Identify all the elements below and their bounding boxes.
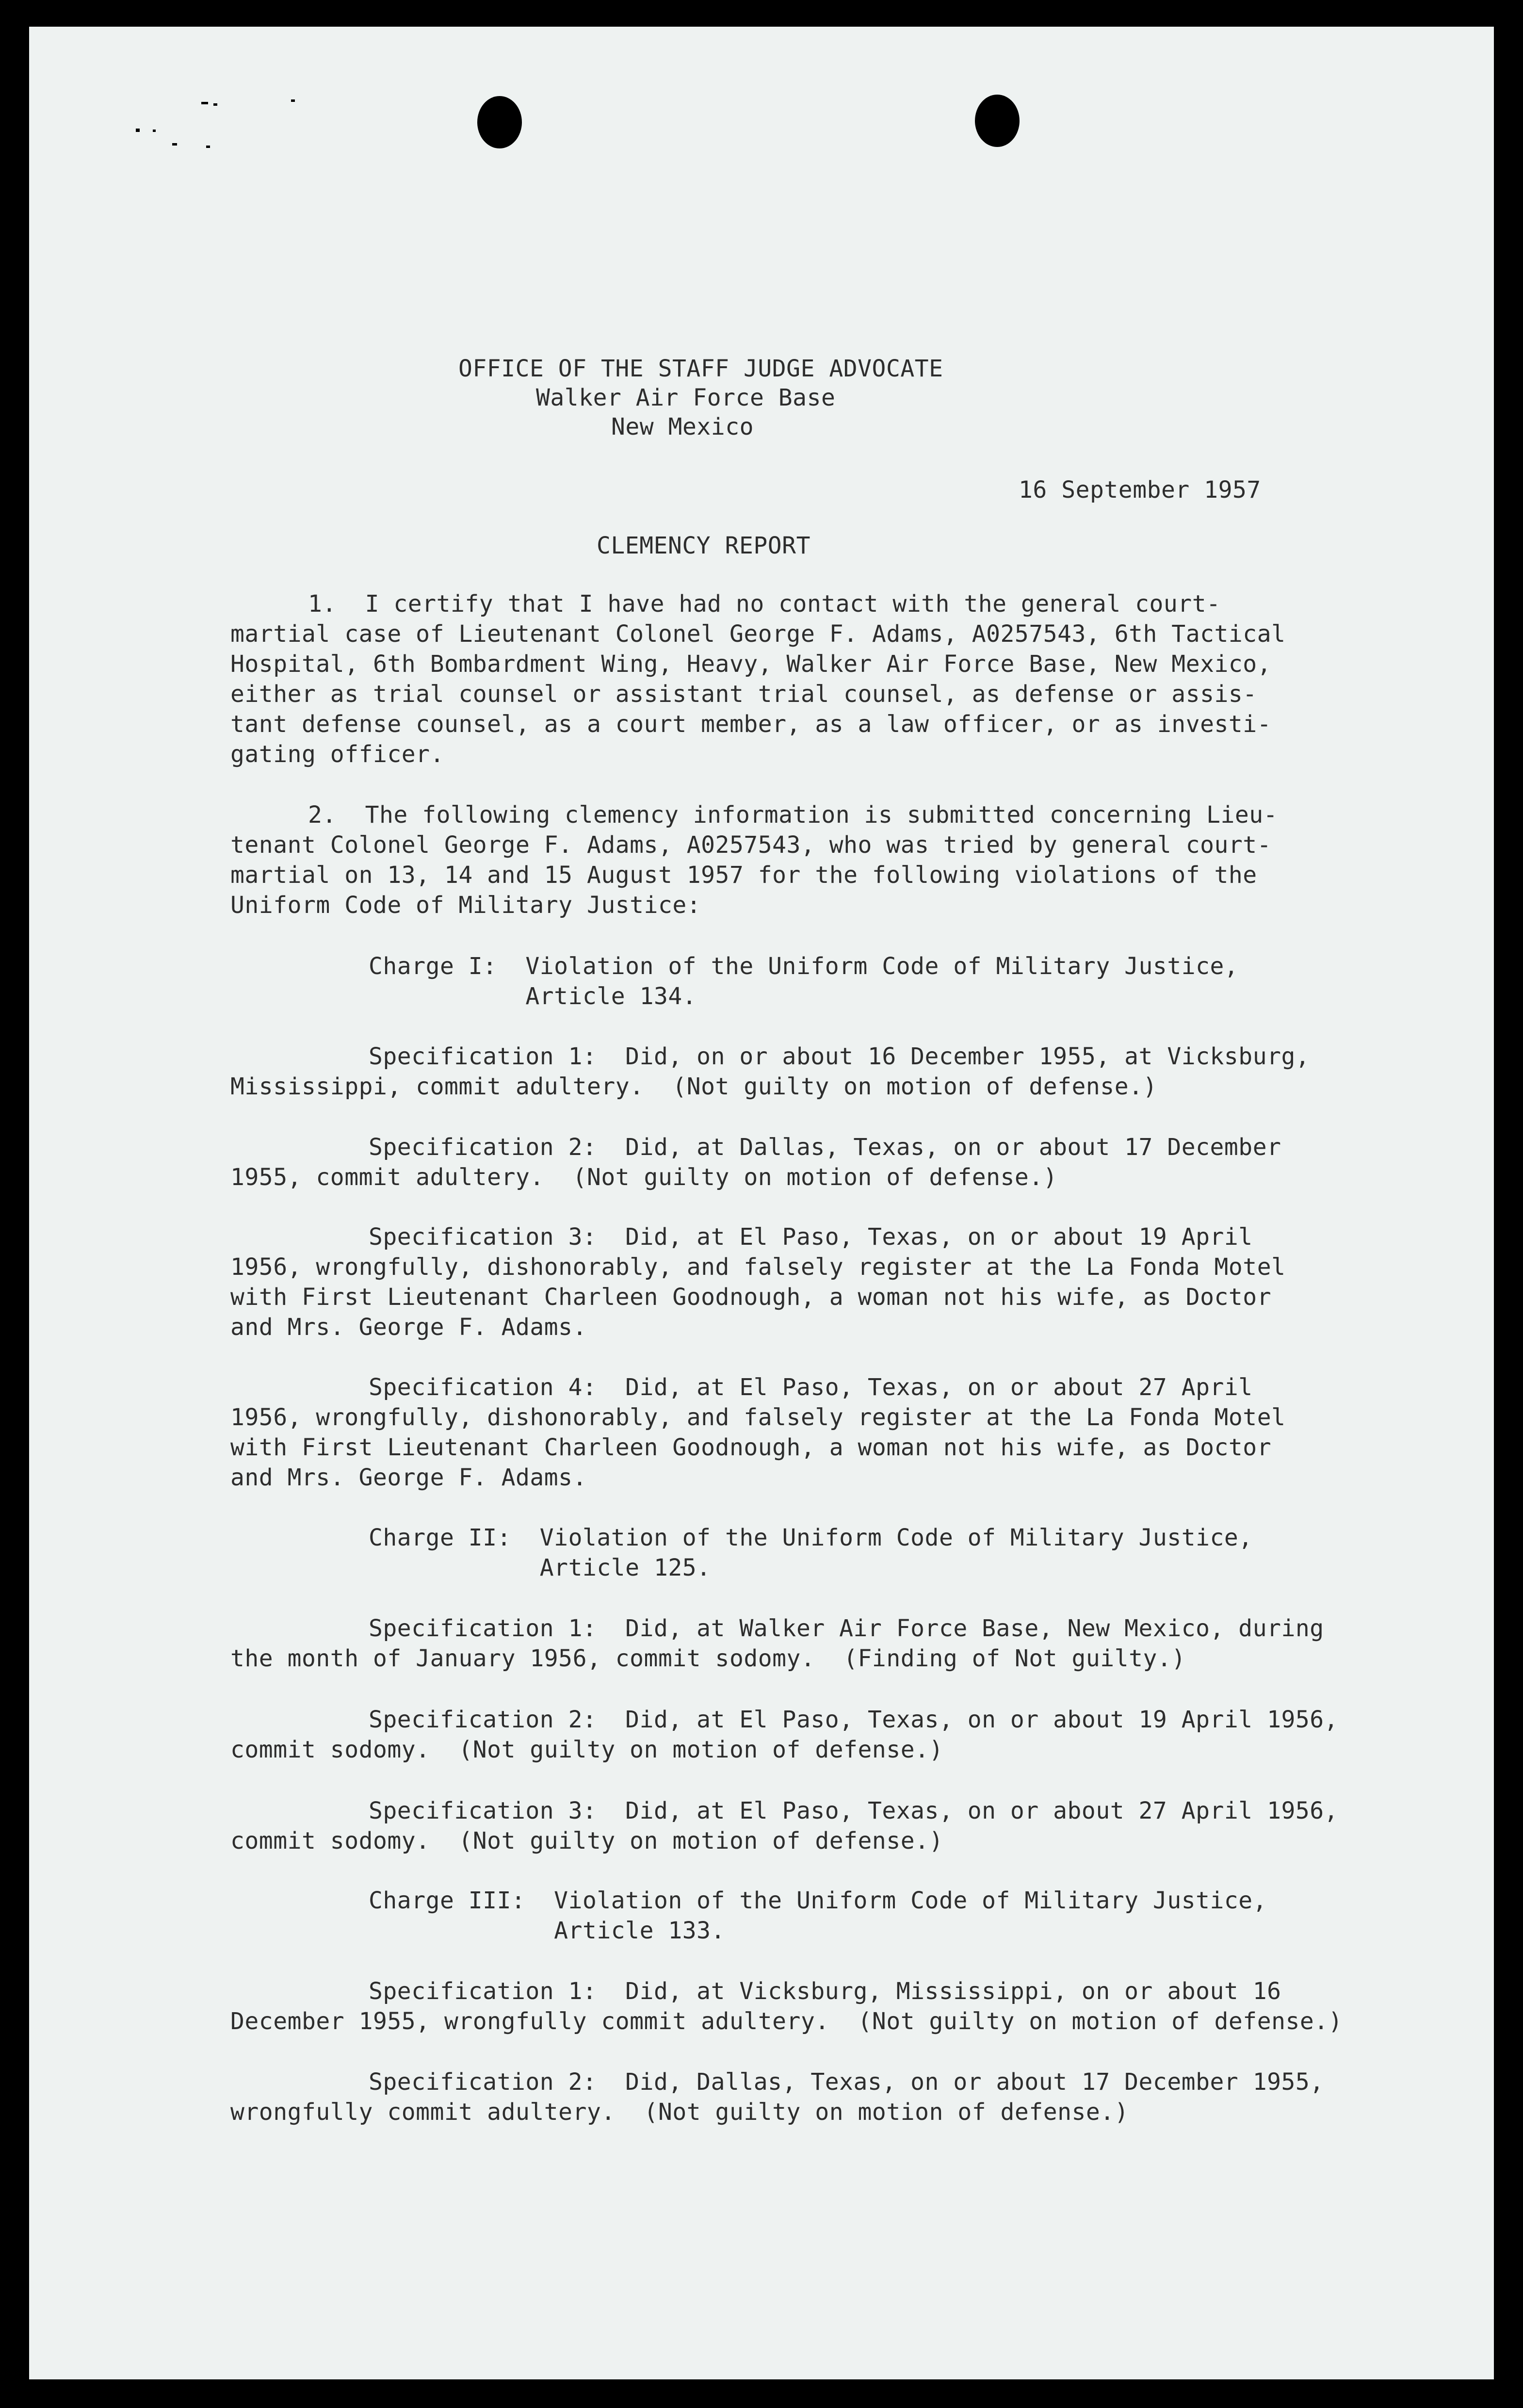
specification-line: 1955, commit adultery. (Not guilty on motion of defense.) [230,1164,1058,1191]
specification-line: Mississippi, commit adultery. (Not guilty on motion of defense.) [230,1073,1157,1100]
specification-line: 1956, wrongfully, dishonorably, and falsely register at the La Fonda Motel [230,1404,1286,1431]
paragraph-1-line: martial case of Lieutenant Colonel George F. Adams, A0257543, 6th Tactical [230,620,1286,648]
paragraph-2-line: martial on 13, 14 and 15 August 1957 for the following violations of the [230,862,1257,889]
report-title: CLEMENCY REPORT [597,532,810,559]
specification-line: Specification 3: Did, at El Paso, Texas, on or about 19 April [369,1223,1253,1251]
specification-line: Specification 2: Did, at Dallas, Texas, on or about 17 December [369,1134,1281,1161]
specification-line: Specification 1: Did, at Vicksburg, Mississippi, on or about 16 [369,1978,1281,2005]
charge-1-line: Charge I: Violation of the Uniform Code of Military Justice, [369,953,1239,980]
specification-line: 1956, wrongfully, dishonorably, and falsely register at the La Fonda Motel [230,1253,1286,1281]
charge-3-line: Charge III: Violation of the Uniform Code of Military Justice, [369,1887,1267,1914]
specification-line: and Mrs. George F. Adams. [230,1314,587,1341]
punch-hole-right [975,95,1020,147]
paragraph-1-line: gating officer. [230,741,444,768]
specification-line: Specification 1: Did, at Walker Air Force Base, New Mexico, during [369,1615,1324,1642]
paper-specks [97,70,243,167]
specification-line: with First Lieutenant Charleen Goodnough, a woman not his wife, as Doctor [230,1284,1272,1311]
paragraph-1-line: tant defense counsel, as a court member, as a law officer, or as investi- [230,711,1272,738]
paragraph-2-line: 2. The following clemency information is submitted concerning Lieu- [308,801,1278,829]
report-date: 16 September 1957 [1019,476,1261,504]
specification-line: commit sodomy. (Not guilty on motion of defense.) [230,1736,943,1763]
specification-line: December 1955, wrongfully commit adultery. (Not guilty on motion of defense.) [230,2008,1343,2035]
charge-2-line: Article 125. [369,1554,711,1581]
state-name: New Mexico [611,413,754,440]
specification-line: Specification 3: Did, at El Paso, Texas, on or about 27 April 1956, [369,1797,1339,1824]
punch-hole-left [477,96,522,148]
specification-line: Specification 2: Did, at El Paso, Texas, on or about 19 April 1956, [369,1706,1339,1733]
specification-line: Specification 4: Did, at El Paso, Texas, on or about 27 April [369,1374,1253,1401]
specification-line: and Mrs. George F. Adams. [230,1464,587,1491]
specification-line: wrongfully commit adultery. (Not guilty on motion of defense.) [230,2099,1129,2126]
document-page [29,27,1494,2379]
paragraph-2-line: tenant Colonel George F. Adams, A0257543, who was tried by general court- [230,831,1272,859]
charge-3-line: Article 133. [369,1917,725,1944]
paragraph-1-line: Hospital, 6th Bombardment Wing, Heavy, Walker Air Force Base, New Mexico, [230,651,1272,678]
specification-line: with First Lieutenant Charleen Goodnough, a woman not his wife, as Doctor [230,1434,1272,1461]
specification-line: commit sodomy. (Not guilty on motion of defense.) [230,1827,943,1855]
charge-1-line: Article 134. [369,983,697,1010]
specification-line: the month of January 1956, commit sodomy. (Finding of Not guilty.) [230,1645,1186,1672]
paragraph-1-line: 1. I certify that I have had no contact with the general court- [308,590,1221,618]
paragraph-1-line: either as trial counsel or assistant trial counsel, as defense or assis- [230,681,1257,708]
office-heading: OFFICE OF THE STAFF JUDGE ADVOCATE [458,355,943,382]
specification-line: Specification 2: Did, Dallas, Texas, on or about 17 December 1955, [369,2068,1324,2096]
base-name: Walker Air Force Base [536,384,836,411]
charge-2-line: Charge II: Violation of the Uniform Code of Military Justice, [369,1524,1253,1551]
paragraph-2-line: Uniform Code of Military Justice: [230,892,701,919]
specification-line: Specification 1: Did, on or about 16 December 1955, at Vicksburg, [369,1043,1310,1070]
